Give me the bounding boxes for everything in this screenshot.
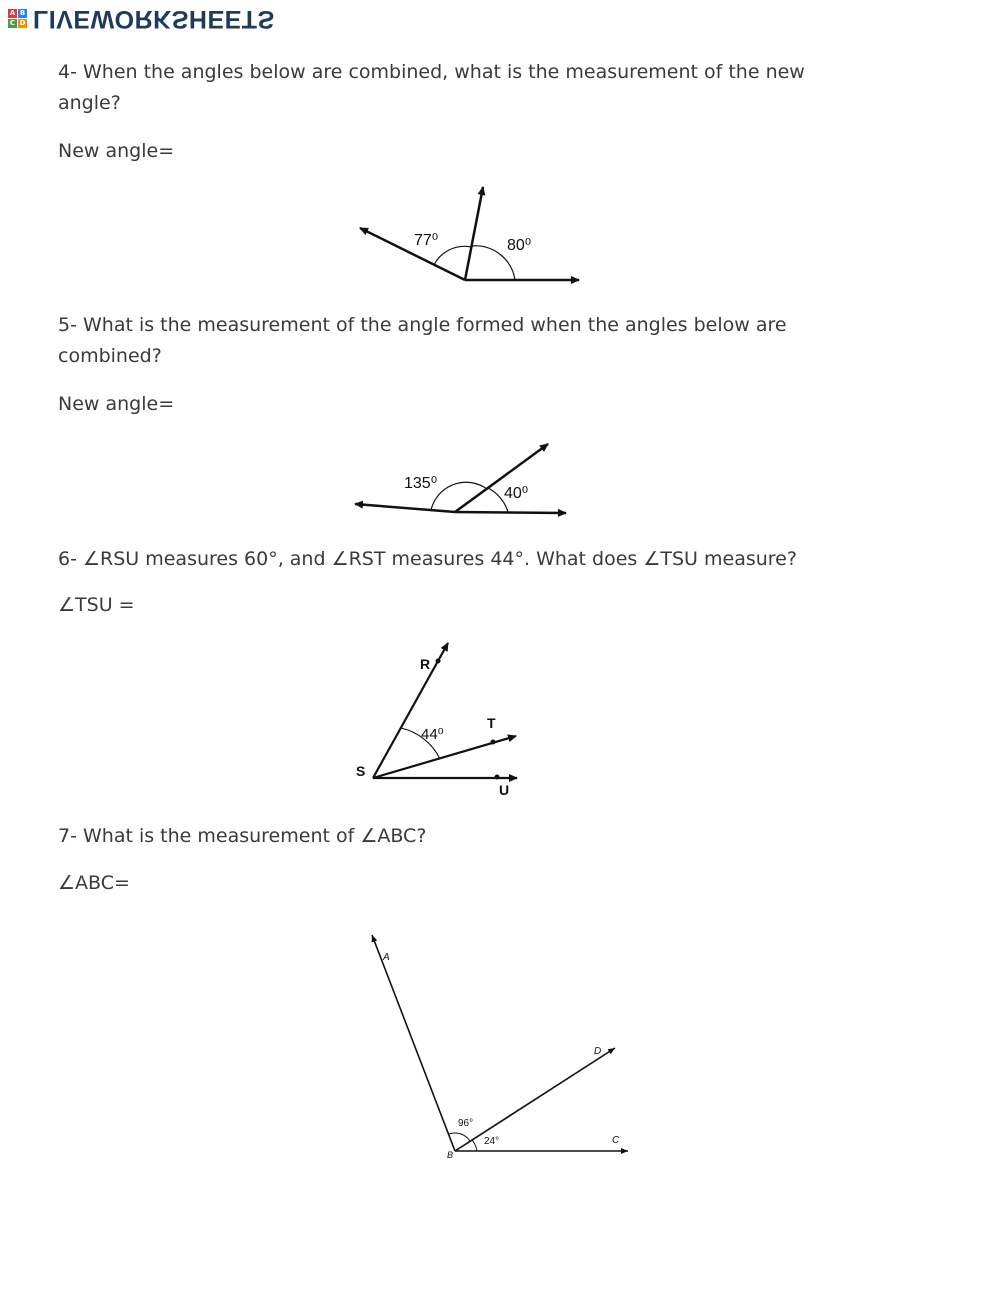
q7-label-b: B — [447, 1150, 454, 1160]
q7-answer-label: ∠ABC= — [58, 872, 130, 894]
q6-answer-label: ∠TSU = — [58, 594, 135, 616]
q6-label-r: R — [420, 656, 431, 672]
q5-question-line2: combined? — [58, 345, 162, 367]
q6-label-s: S — [356, 763, 366, 779]
q5-ray-right — [455, 512, 566, 513]
q5-question-line1: 5- What is the measurement of the angle formed when the angles below are — [58, 314, 787, 336]
logo-block-a: A — [9, 8, 16, 17]
q5-angle-left-label: 135⁰ — [404, 475, 438, 492]
q7-ray-bd — [455, 1048, 615, 1151]
q4-ray-left — [360, 228, 465, 280]
q6-point-t — [491, 740, 496, 745]
q6-angle-label: 44⁰ — [421, 726, 444, 743]
q7-arc-small — [472, 1140, 477, 1151]
q7-question: 7- What is the measurement of ∠ABC? — [58, 825, 427, 847]
q4-answer-label: New angle= — [58, 140, 175, 162]
q5-ray-middle — [455, 444, 548, 512]
q6-point-r — [436, 659, 441, 664]
q5-answer-label: New angle= — [58, 393, 175, 415]
q6-point-u — [495, 775, 500, 780]
q4-angle-right-label: 80⁰ — [507, 237, 532, 254]
q7-label-a: A — [383, 952, 390, 963]
q6-label-u: U — [499, 782, 510, 798]
q6-label-t: T — [487, 715, 496, 731]
logo-block-b: B — [19, 8, 26, 17]
q4-question-line2: angle? — [58, 92, 121, 114]
q4-angle-left-label: 77⁰ — [414, 232, 439, 249]
q4-ray-middle — [465, 187, 483, 280]
q6-ray-sr — [373, 643, 448, 778]
logo-text: LIVEWORKSHEETS — [33, 4, 275, 33]
logo-block-d: D — [19, 18, 26, 27]
q7-label-d: D — [594, 1046, 602, 1057]
logo-block-c: C — [9, 18, 16, 27]
q5-angle-right-label: 40⁰ — [504, 485, 529, 502]
q7-angle-big-label: 96° — [458, 1118, 474, 1129]
q7-arc-big — [449, 1133, 470, 1141]
q4-question-line1: 4- When the angles below are combined, what is the measurement of the new — [58, 61, 805, 83]
q6-diagram — [356, 643, 517, 798]
q7-angle-small-label: 24° — [484, 1136, 500, 1147]
q7-diagram — [372, 935, 628, 1160]
q5-diagram — [355, 444, 566, 513]
q4-arc-left — [434, 246, 471, 265]
q6-question: 6- ∠RSU measures 60°, and ∠RST measures 44°. What does ∠TSU measure? — [58, 548, 797, 570]
q7-ray-ba — [372, 935, 455, 1151]
q7-label-c: C — [612, 1135, 620, 1146]
q4-diagram — [360, 187, 579, 280]
q5-ray-left — [355, 504, 455, 512]
